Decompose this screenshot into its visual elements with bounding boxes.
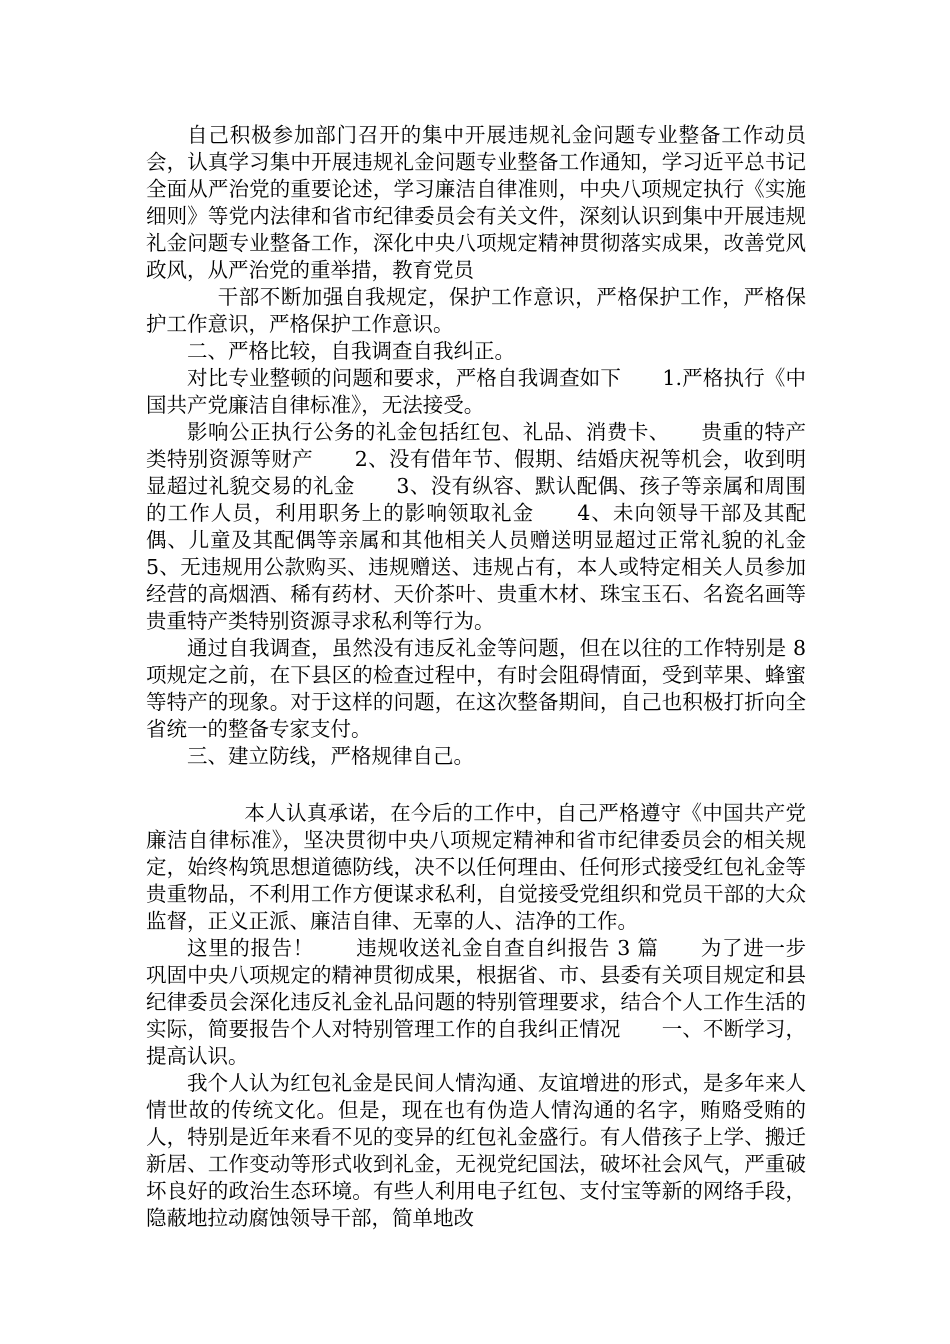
paragraph-1: 自己积极参加部门召开的集中开展违规礼金问题专业整备工作动员会，认真学习集中开展违规礼金问题专业整备工作通知，学习近平总书记全面从严治党的重要论述，学习廉洁自律准则，中央八项规定执行《实施细则》等党内法律和省市纪律委员会有关文件，深刻认识到集中开展违规礼金问题专业整备工作，深化中央八项规定精神贯彻落实成果，改善党风政风，从严治党的重举措，教育党员 <box>146 123 806 282</box>
section-heading-2: 二、严格比较，自我调查自我纠正。 <box>187 339 515 363</box>
document-page <box>146 122 847 1232</box>
section-heading-3: 三、建立防线，严格规律自己。 <box>187 744 474 768</box>
paragraph-7: 这里的报告！ 违规收送礼金自查自纠报告 3 篇 为了进一步巩固中央八项规定的精神贯彻成果，根据省、市、县委有关项目规定和县纪律委员会深化违反礼金礼品问题的特别管理要求，结合个人工作生活的实际，简要报告个人对特别管理工作的自我纠正情况 一、不断学习，提高认识。 <box>146 936 806 1068</box>
paragraph-6: 本人认真承诺，在今后的工作中，自己严格遵守《中国共产党廉洁自律标准》，坚决贯彻中央八项规定精神和省市纪律委员会的相关规定，始终构筑思想道德防线，决不以任何理由、任何形式接受红包礼金等贵重物品，不利用工作方便谋求私利，自觉接受党组织和党员干部的大众监督，正义正派、廉洁自律、无辜的人、洁净的工作。 <box>146 801 806 933</box>
paragraph-8: 我个人认为红包礼金是民间人情沟通、友谊增进的形式，是多年来人情世故的传统文化。但是，现在也有伪造人情沟通的名字，贿赂受贿的人，特别是近年来看不见的变异的红包礼金盛行。有人借孩子上学、搬迁新居、工作变动等形式收到礼金，无视党纪国法，破坏社会风气，严重破坏良好的政治生态环境。有些人利用电子红包、支付宝等新的网络手段，隐蔽地拉动腐蚀领导干部，简单地改 <box>146 1071 806 1230</box>
paragraph-3: 对比专业整顿的问题和要求，严格自我调查如下 1.严格执行《中国共产党廉洁自律标准》，无法接受。 <box>146 366 806 417</box>
blank-spacer <box>146 770 806 800</box>
paragraph-2: 干部不断加强自我规定，保护工作意识，严格保护工作，严格保护工作意识，严格保护工作意识。 <box>146 285 806 336</box>
paragraph-5: 通过自我调查，虽然没有违反礼金等问题，但在以往的工作特别是 8 项规定之前，在下县区的检查过程中，有时会阻碍情面，受到苹果、蜂蜜等特产的现象。对于这样的问题，在这次整备期间，自己也积极打折向全省统一的整备专家支付。 <box>146 636 813 741</box>
paragraph-4: 影响公正执行公务的礼金包括红包、礼品、消费卡、 贵重的特产类特别资源等财产 2、没有借年节、假期、结婚庆祝等机会，收到明显超过礼貌交易的礼金 3、没有纵容、默认配偶、孩子等亲属和周围的工作人员，利用职务上的影响领取礼金 4、未向领导干部及其配偶、儿童及其配偶等亲属和其他相关人员赠送明显超过正常礼貌的礼金 5、无违规用公款购买、违规赠送、违规占有，本人或特定相关人员参加经营的高烟酒、稀有药材、天价茶叶、贵重木材、珠宝玉石、名瓷名画等贵重特产类特别资源寻求私利等行为。 <box>146 420 847 633</box>
